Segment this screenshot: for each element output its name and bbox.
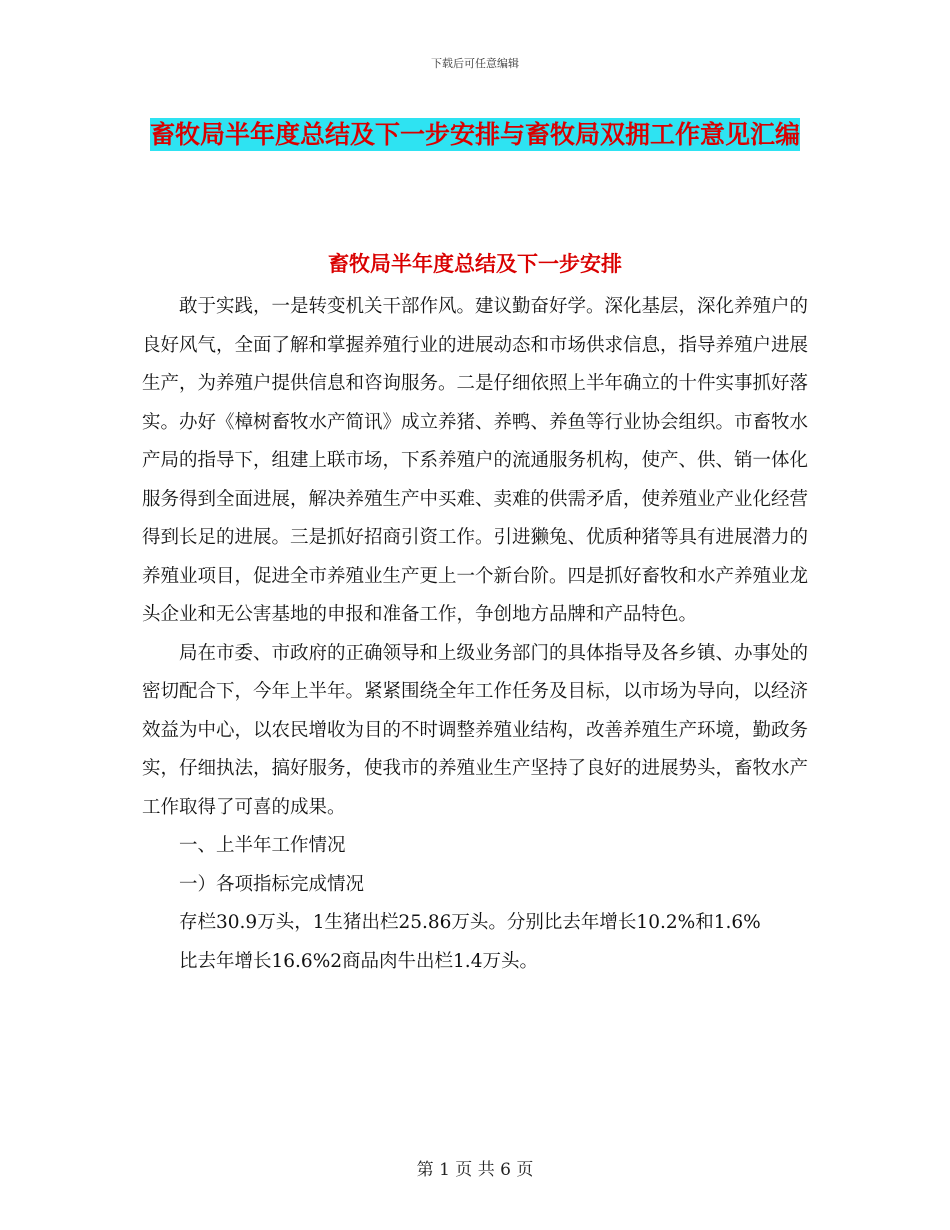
- subsection-heading: 一）各项指标完成情况: [179, 873, 365, 895]
- page-footer: 第 1 页 共 6 页: [416, 1160, 534, 1180]
- paragraph: 比去年增长16.6%2商品肉牛出栏1.4万头。: [179, 950, 538, 972]
- paragraph: 存栏30.9万头，1生猪出栏25.86万头。分别比去年增长10.2%和1.6%: [179, 912, 761, 933]
- section-title: 畜牧局半年度总结及下一步安排: [328, 252, 622, 276]
- main-title: [140, 110, 810, 160]
- paragraph: 敢于实践，一是转变机关干部作风。建议勤奋好学。深化基层，深化养殖户的良好风气，全面了解和掌握养殖行业的进展动态和市场供求信息，指导养殖户进展生产，为养殖户提供信息和咨询服务。二是仔细依照上半年确立的十件实事抓好落实。办好《樟树畜牧水产简讯》成立养猪、养鸭、养鱼等行业协会组织。市畜牧水产局的指导下，组建上联市场，下系养殖户的流通服务机构，使产、供、销一体化服务得到全面进展，解决养殖生产中买难、卖难的供需矛盾，使养殖业产业化经营得到长足的进展。三是抓好招商引资工作。引进獭兔、优质种猪等具有进展潜力的养殖业项目，促进全市养殖业生产更上一个新台阶。四是抓好畜牧和水产养殖业龙头企业和无公害基地的申报和准备工作，争创地方品牌和产品特色。: [142, 296, 809, 625]
- header-note: 下载后可任意编辑: [431, 57, 519, 70]
- main-title-text: 畜牧局半年度总结及下一步安排与畜牧局双拥工作意见汇编: [149, 120, 800, 149]
- body-text: [142, 288, 808, 981]
- section-heading: 一、上半年工作情况: [179, 835, 346, 856]
- paragraph: 局在市委、市政府的正确领导和上级业务部门的具体指导及各乡镇、办事处的密切配合下，今年上半年。紧紧围绕全年工作任务及目标，以市场为导向，以经济效益为中心，以农民增收为目的不时调整养殖业结构，改善养殖生产环境，勤政务实，仔细执法，搞好服务，使我市的养殖业生产坚持了良好的进展势头，畜牧水产工作取得了可喜的成果。: [142, 642, 809, 818]
